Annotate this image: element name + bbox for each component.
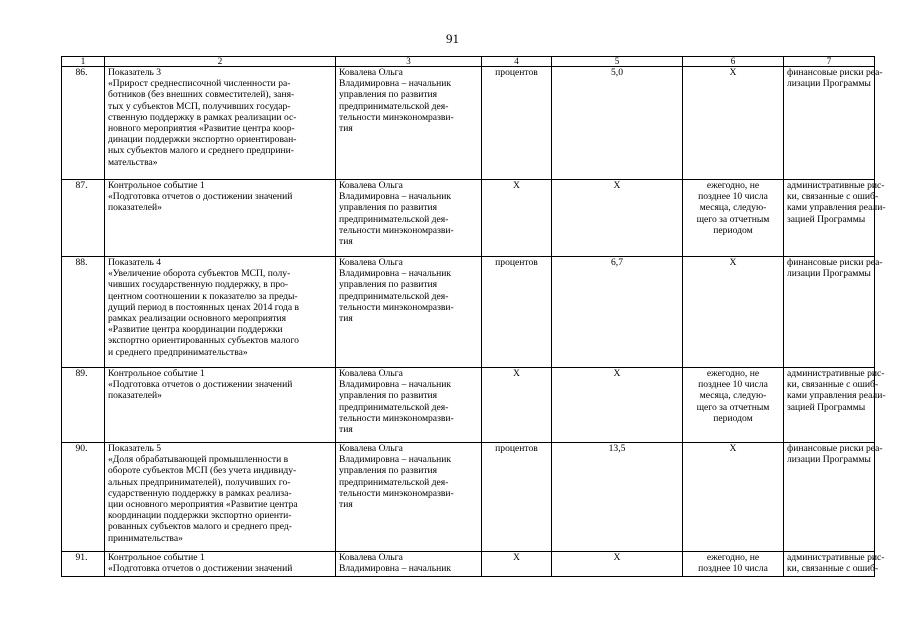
indicator-name-cell-line: «Подготовка отчетов о достижении значений [108,191,293,203]
indicator-name-cell-line: обороте субъектов МСП (без учета индивиду- [108,465,297,477]
indicator-name-cell-line: рованных субъектов малого и среднего пред- [108,521,292,533]
risks-cell-line: ки, связанные с ошиб- [787,563,879,575]
indicator-name-cell-line: «Подготовка отчетов о достижении значений [108,379,293,391]
row-number-cell: 88. [62,257,105,368]
deadline-cell-line: ежегодно, не [706,552,760,563]
indicator-name-cell-line: Показатель 3 [108,67,162,78]
indicator-name-cell [105,67,336,180]
responsible-cell-line: управления по развития [339,202,438,214]
responsible-cell-line: Ковалева Ольга [339,368,403,379]
responsible-cell [336,67,482,180]
indicator-name-cell [105,257,336,368]
value-cell: X [552,552,683,577]
responsible-cell [336,257,482,368]
deadline-cell [683,67,784,180]
indicator-name-cell-line: «Доля обрабатывающей промышленности в [108,454,289,466]
deadline-cell-line: позднее 10 числа [698,563,768,575]
indicator-name-cell-line: ственную поддержку в рамках реализации ос- [108,111,297,123]
row-number-cell: 90. [62,443,105,552]
indicator-name-cell-line: рамках реализации основного мероприятия [108,313,287,325]
responsible-cell-line: Ковалева Ольга [339,552,403,563]
responsible-cell-line: тельности минэкономразви- [339,224,454,236]
responsible-cell-line: Владимировна – начальник [339,78,452,90]
responsible-cell [336,552,482,577]
deadline-cell-line: X [729,257,737,268]
table-row [62,67,875,180]
row-number-cell: 86. [62,67,105,180]
page-number: 91 [446,31,459,46]
table-row [62,180,875,257]
responsible-cell-line: тельности минэкономразви- [339,412,454,424]
unit-cell: процентов [482,67,552,180]
risks-cell-line: ки, связанные с ошиб- [787,379,879,391]
indicator-name-cell [105,368,336,443]
responsible-cell-line: тельности минэкономразви- [339,487,454,499]
value-cell: 13,5 [552,443,683,552]
deadline-cell-line: щего за отчетным [696,213,770,225]
header-cell: 1 [62,57,105,67]
indicator-name-cell-line: «Увеличение оборота субъектов МСП, полу- [108,268,291,280]
responsible-cell [336,180,482,257]
indicator-name-cell-line: дущий период в постоянных ценах 2014 года в [108,301,300,313]
deadline-cell [683,257,784,368]
responsible-cell-line: предпринимательской дея- [339,290,449,302]
indicator-name-cell-line: принимательства» [108,532,183,544]
header-cell: 2 [105,57,336,67]
indicator-name-cell-line: Показатель 4 [108,257,162,268]
indicator-name-cell-line: «Развитие центра координации поддержки [108,324,283,336]
value-cell: 5,0 [552,67,683,180]
responsible-cell-line: Владимировна – начальник [339,268,452,280]
indicator-name-cell-line: альных предпринимателей), получивших го- [108,476,291,488]
risks-cell-line: лизации Программы [787,78,871,90]
indicator-name-cell [105,552,336,577]
responsible-cell-line: управления по развития [339,89,438,101]
indicator-name-cell-line: динации поддержки экспортно ориентирован- [108,134,297,146]
deadline-cell-line: месяца, следую- [699,390,767,402]
indicator-name-cell-line: сударственную поддержку в рамках реализа- [108,487,292,499]
indicator-name-cell-line: Контрольное событие 1 [108,368,205,379]
deadline-cell-line: позднее 10 числа [698,191,768,203]
indicator-name-cell-line: новного мероприятия «Развитие центра коор- [108,123,295,135]
indicator-name-cell-line: Контрольное событие 1 [108,180,205,191]
responsible-cell-line: Ковалева Ольга [339,67,403,78]
value-cell: 6,7 [552,257,683,368]
responsible-cell-line: предпринимательской дея- [339,476,449,488]
deadline-cell-line: ежегодно, не [706,180,760,191]
responsible-cell-line: тия [339,236,353,248]
indicator-name-cell-line: мательства» [108,156,158,168]
deadline-cell-line: ежегодно, не [706,368,760,379]
indicator-name-cell-line: ных субъектов малого и среднего предприни- [108,145,294,157]
responsible-cell-line: Владимировна – начальник [339,191,452,203]
risks-cell [784,368,886,443]
deadline-cell-line: месяца, следую- [699,202,767,214]
header-cell: 5 [552,57,683,67]
responsible-cell-line: управления по развития [339,390,438,402]
responsible-cell-line: управления по развития [339,279,438,291]
header-cell: 3 [336,57,482,67]
responsible-cell [336,368,482,443]
unit-cell: процентов [482,257,552,368]
responsible-cell-line: Владимировна – начальник [339,379,452,391]
deadline-cell-line: X [729,67,737,78]
unit-cell: X [482,180,552,257]
table-row [62,443,875,552]
deadline-cell-line: позднее 10 числа [698,379,768,391]
risks-cell [784,443,883,552]
indicator-name-cell-line: тых у субъектов МСП, получивших государ- [108,100,291,112]
indicator-name-cell-line: показателей» [108,390,162,402]
responsible-cell-line: Ковалева Ольга [339,443,403,454]
indicator-name-cell-line: координации поддержки экспортно ориенти- [108,510,292,522]
unit-cell: X [482,552,552,577]
risks-cell-line: административные рис- [787,368,885,379]
risks-cell-line: административные рис- [787,552,885,563]
row-number-cell: 87. [62,180,105,257]
risks-cell-line: зацией Программы [787,213,866,225]
responsible-cell-line: тия [339,424,353,436]
risks-cell-line: финансовые риски реа- [787,443,883,454]
risks-cell [784,257,883,368]
indicator-name-cell-line: чивших государственную поддержку, в про- [108,279,289,291]
table-row [62,552,875,577]
header-cell: 4 [482,57,552,67]
header-cell: 6 [683,57,784,67]
responsible-cell-line: тия [339,123,353,135]
risks-cell-line: лизации Программы [787,268,871,280]
risks-cell-line: ками управления реали- [787,202,886,214]
risks-cell [784,552,885,577]
deadline-cell-line: периодом [713,412,753,424]
risks-cell-line: лизации Программы [787,454,871,466]
risks-cell-line: зацией Программы [787,401,866,413]
table-header-row [62,57,875,67]
table-row [62,368,875,443]
value-cell: X [552,368,683,443]
risks-cell-line: финансовые риски реа- [787,67,883,78]
deadline-cell [683,180,784,257]
indicator-name-cell-line: ции основного мероприятия «Развитие центра [108,499,298,511]
row-number-cell: 89. [62,368,105,443]
responsible-cell-line: тия [339,499,353,511]
responsible-cell-line: управления по развития [339,465,438,477]
responsible-cell-line: предпринимательской дея- [339,100,449,112]
deadline-cell-line: периодом [713,224,753,236]
deadline-cell-line: X [729,443,737,454]
indicator-name-cell-line: центном соотношении к показателю за преды- [108,290,298,302]
responsible-cell-line: Владимировна – начальник [339,454,452,466]
deadline-cell [683,443,784,552]
indicator-name-cell-line: Показатель 5 [108,443,162,454]
responsible-cell-line: тельности минэкономразви- [339,301,454,313]
value-cell: X [552,180,683,257]
responsible-cell-line: тельности минэкономразви- [339,111,454,123]
responsible-cell [336,443,482,552]
responsible-cell-line: тия [339,313,353,325]
risks-cell-line: финансовые риски реа- [787,257,883,268]
indicator-name-cell-line: Контрольное событие 1 [108,552,205,563]
table-row [62,257,875,368]
deadline-cell [683,552,784,577]
indicator-name-cell [105,443,336,552]
responsible-cell-line: Ковалева Ольга [339,180,403,191]
plan-table [61,56,886,577]
deadline-cell [683,368,784,443]
indicator-name-cell-line: «Прирост среднесписочной численности ра- [108,78,291,90]
responsible-cell-line: предпринимательской дея- [339,401,449,413]
responsible-cell-line: предпринимательской дея- [339,213,449,225]
indicator-name-cell-line: и среднего предпринимательства» [108,346,248,358]
indicator-name-cell [105,180,336,257]
unit-cell: процентов [482,443,552,552]
indicator-name-cell-line: показателей» [108,202,162,214]
indicator-name-cell-line: ботников (без внешних совместителей), заня- [108,89,295,101]
row-number-cell: 91. [62,552,105,577]
risks-cell-line: ками управления реали- [787,390,886,402]
risks-cell-line: ки, связанные с ошиб- [787,191,879,203]
unit-cell: X [482,368,552,443]
header-cell: 7 [784,57,875,67]
indicator-name-cell-line: экспортно ориентированных субъектов малого [108,335,299,347]
risks-cell [784,180,886,257]
responsible-cell-line: Владимировна – начальник [339,563,452,575]
risks-cell [784,67,883,180]
responsible-cell-line: Ковалева Ольга [339,257,403,268]
risks-cell-line: административные рис- [787,180,885,191]
deadline-cell-line: щего за отчетным [696,401,770,413]
indicator-name-cell-line: «Подготовка отчетов о достижении значений [108,563,293,575]
